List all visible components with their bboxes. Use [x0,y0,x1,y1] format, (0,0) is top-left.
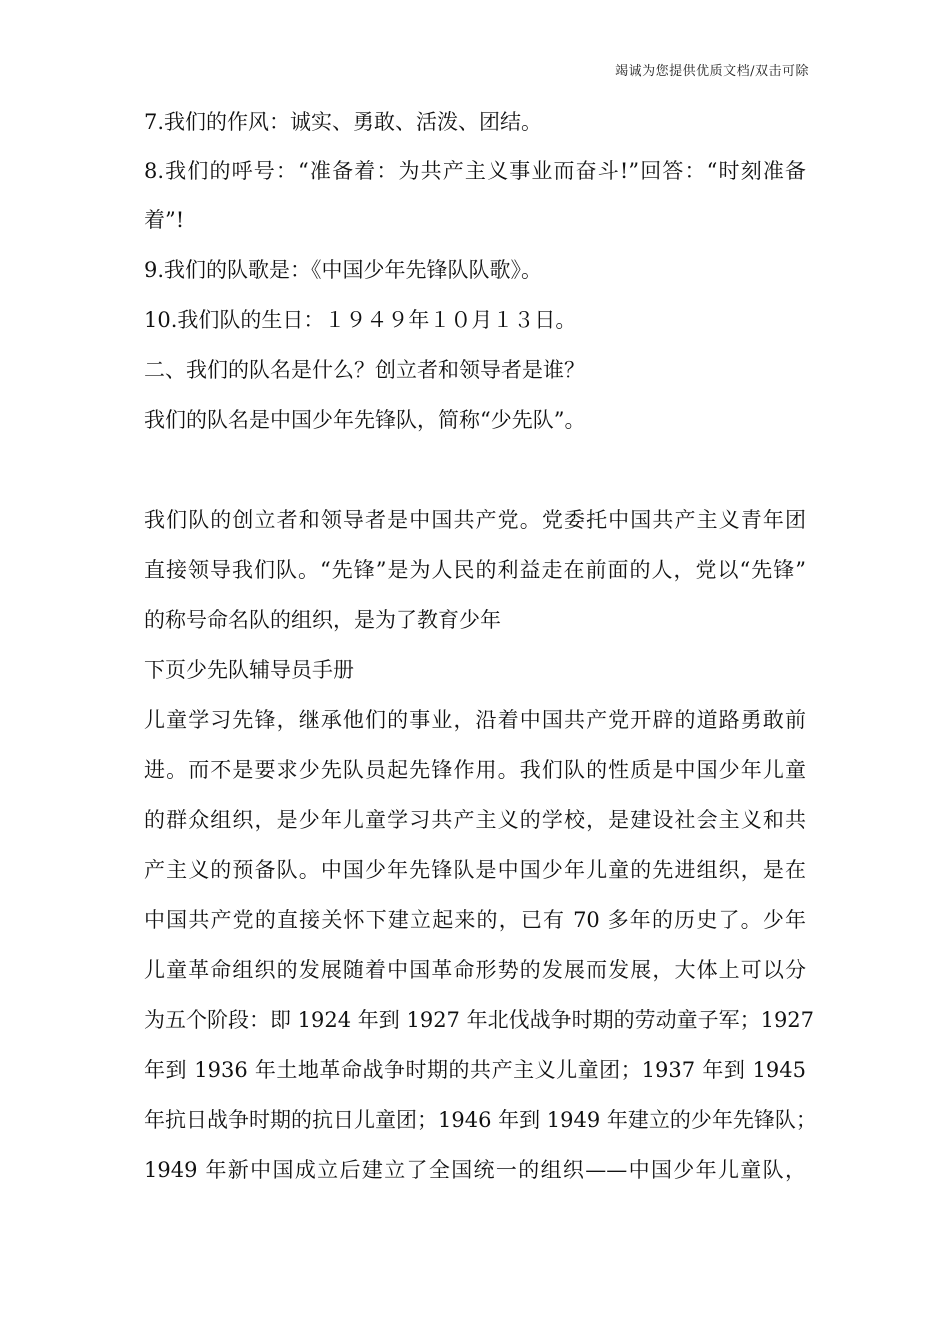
text-line: 的群众组织，是少年儿童学习共产主义的学校，是建设社会主义和共 [144,808,806,832]
text-line: 1949 年新中国成立后建立了全国统一的组织——中国少年儿童队， [144,1158,806,1182]
text-line: 儿童学习先锋，继承他们的事业，沿着中国共产党开辟的道路勇敢前 [144,708,806,732]
text-line: 着”! [144,208,185,232]
page-header-note: 竭诚为您提供优质文档/双击可除 [615,64,809,79]
text-line: 我们队的创立者和领导者是中国共产党。党委托中国共产主义青年团 [144,508,806,532]
text-line: 10.我们队的生日：１９４９年１０月１３日。 [144,308,577,332]
text-line: 我们的队名是中国少年先锋队，简称“少先队”。 [144,408,586,432]
text-line: 下页少先队辅导员手册 [144,658,354,682]
text-line: 直接领导我们队。“先锋”是为人民的利益走在前面的人，党以“先锋” [144,558,806,582]
text-line: 年到 1936 年土地革命战争时期的共产主义儿童团；1937 年到 1945 [144,1058,806,1082]
section-heading: 二、我们的队名是什么？创立者和领导者是谁？ [144,358,585,382]
text-line: 9.我们的队歌是：《中国少年先锋队队歌》。 [144,258,543,282]
text-line: 的称号命名队的组织，是为了教育少年 [144,608,501,632]
text-line: 中国共产党的直接关怀下建立起来的，已有 70 多年的历史了。少年 [144,908,806,932]
text-line: 进。而不是要求少先队员起先锋作用。我们队的性质是中国少年儿童 [144,758,806,782]
text-line: 7.我们的作风：诚实、勇敢、活泼、团结。 [144,110,543,134]
text-line: 儿童革命组织的发展随着中国革命形势的发展而发展，大体上可以分 [144,958,806,982]
text-line: 产主义的预备队。中国少年先锋队是中国少年儿童的先进组织，是在 [144,858,806,882]
text-line: 为五个阶段：即 1924 年到 1927 年北伐战争时期的劳动童子军；1927 [144,1008,815,1032]
text-line: 年抗日战争时期的抗日儿童团；1946 年到 1949 年建立的少年先锋队； [144,1108,817,1132]
text-line: 8.我们的呼号：“准备着：为共产主义事业而奋斗!”回答：“时刻准备 [144,159,806,183]
